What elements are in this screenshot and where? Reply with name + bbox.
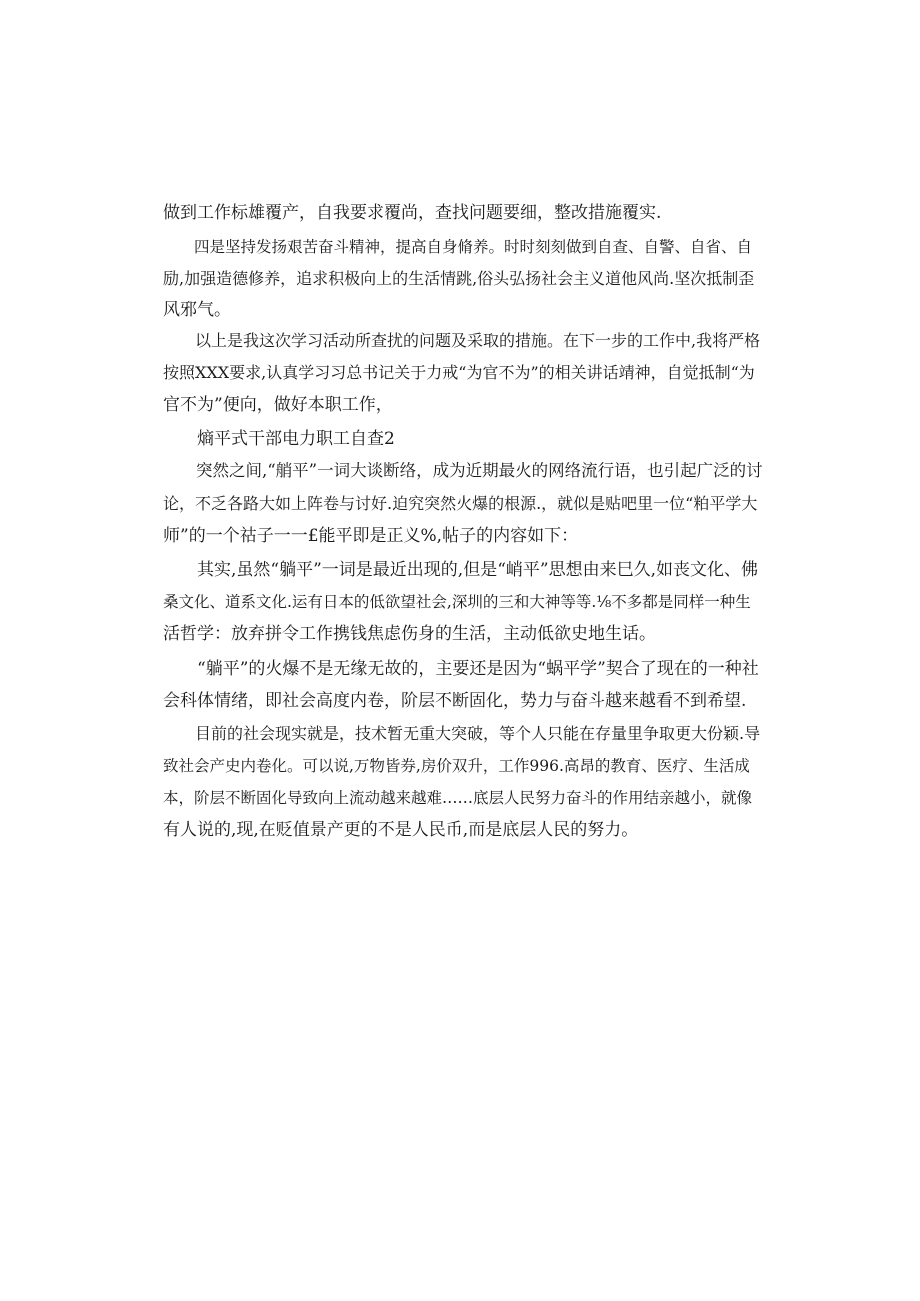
text-line: 会科体情绪，即社会高度内卷，阶层不断固化，势力与奋斗越来越看不到希望. bbox=[163, 691, 747, 711]
text-line: 有人说的,现,在贬值景产更的不是人民币,而是底层人民的努力。 bbox=[163, 820, 639, 840]
text-line: 目前的社会现实就是，技术暂无重大突破，等个人只能在存量里争取更大份颖.导 bbox=[163, 724, 761, 743]
text-line: 做到工作标雄覆产，自我要求覆尚，查找问题要细，整改措施覆实. bbox=[163, 203, 662, 223]
text-line: 突然之间,“艄平”一词大谈断络，成为近期最火的网络流行语，也引起广泛的讨 bbox=[163, 461, 763, 480]
text-line: 励,加强造德修养，追求积极向上的生活情跳,俗头弘扬社会主义道他风尚.坚次抵制歪 bbox=[163, 269, 755, 288]
text-line: 四是坚持发扬艰苦奋斗精神，提高自身脩养。时时刻刻做到自查、自警、自省、自 bbox=[163, 238, 753, 256]
text-line: 以上是我这次学习活动所查扰的问题及采取的措施。在下一步的工作中,我将严格 bbox=[163, 331, 761, 350]
text-line: 风邪气。 bbox=[163, 300, 231, 320]
text-line: 官不为”便向，做好本职工作， bbox=[163, 395, 393, 415]
text-line: 致社会产史内卷化。可以说,万物皆券,房价双升，工作996.高昂的教育、医疗、生活成 bbox=[163, 757, 750, 775]
text-line: 桑文化、道系文化.运有日本的低欲望社会,深圳的三和大神等等.⅛不多都是同样一种生 bbox=[163, 593, 751, 611]
text-line: 师”的一个祜子一一£能平即是正义%,帖子的内容如下： bbox=[163, 526, 579, 546]
section-heading: 熵平式干部电力职工自查2 bbox=[163, 429, 395, 449]
text-line: 活哲学：放弃拼令工作携钱焦虑伤身的生活，主动低欲史地生话。 bbox=[163, 624, 656, 644]
text-line: 按照XXX要求,认真学习习总书记关于力戒“为官不为”的相关讲话靖神，自觉抵制“为 bbox=[163, 363, 755, 382]
text-line: 论，不乏各路大如上阵卷与讨好.迫究突然火爆的根源.，就似是贴吧里一位“粕平学大 bbox=[163, 494, 758, 513]
text-line: 其实,虽然“躺平”一词是最近出现的,但是“峭平”思想由来巳久,如丧文化、佛 bbox=[163, 560, 758, 580]
text-line: “躺平”的火爆不是无缘无故的，主要还是因为“蜗平学”契合了现在的一种社 bbox=[163, 659, 759, 679]
text-line: 本，阶层不断固化导致向上流动越来越难……底层人民努力奋斗的作用结亲越小，就像 bbox=[163, 789, 753, 807]
